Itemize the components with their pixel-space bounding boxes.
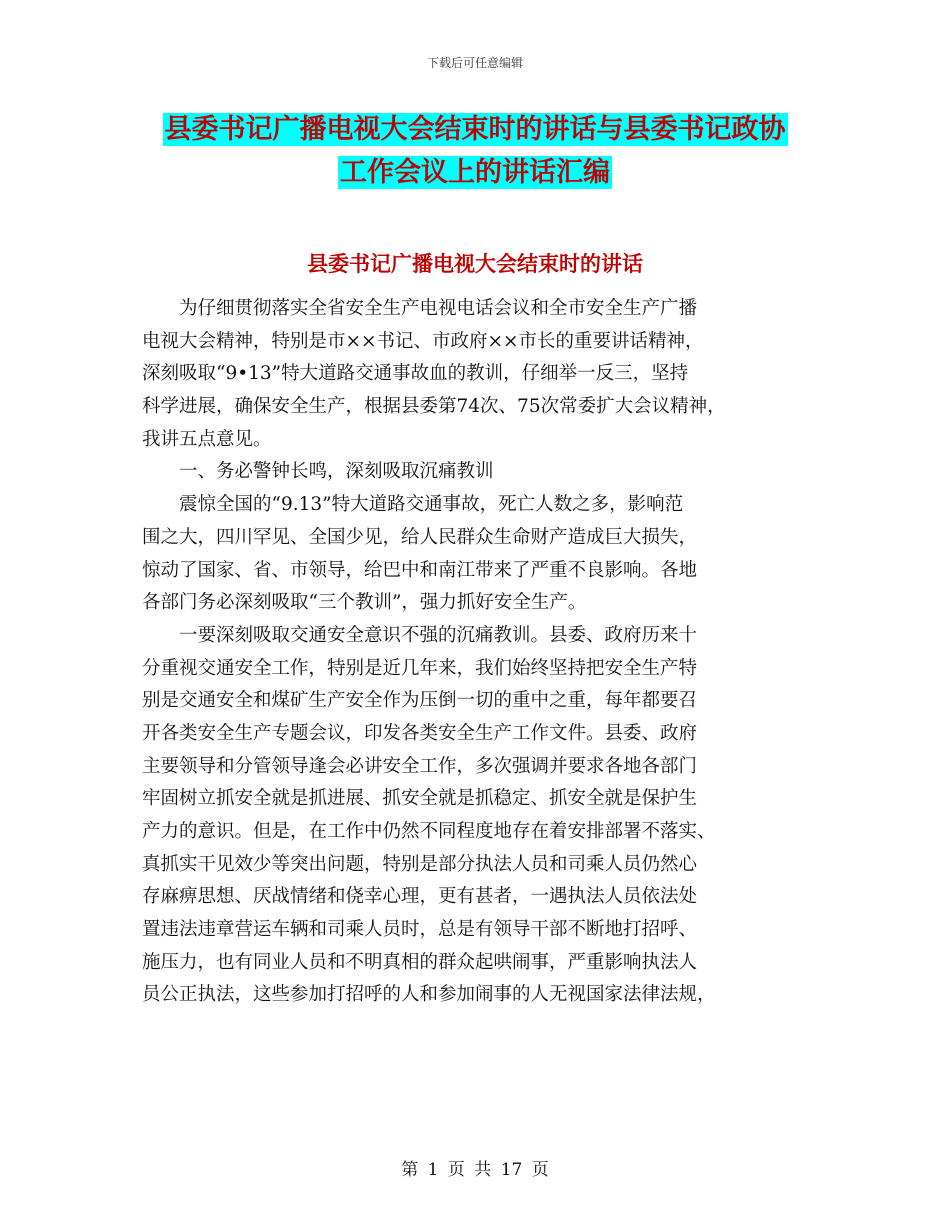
body-line: 员公正执法，这些参加打招呼的人和参加闹事的人无视国家法律法规，: [142, 984, 716, 1006]
header-note: 下载后可任意编辑: [426, 56, 523, 70]
page-footer: 第 1 页 共 17 页: [401, 1160, 549, 1180]
body-line: 开各类安全生产专题会议，印发各类安全生产工作文件。县委、政府: [142, 722, 698, 744]
body-line: 牢固树立抓安全就是抓进展、抓安全就是抓稳定、抓安全就是保护生: [142, 788, 698, 810]
body-line: 真抓实干见效少等突出问题，特别是部分执法人员和司乘人员仍然心: [142, 853, 698, 875]
body-line: 深刻吸取“9•13”特大道路交通事故血的教训，仔细举一反三，坚持: [142, 363, 689, 385]
body-line: 为仔细贯彻落实全省安全生产电视电话会议和全市安全生产广播: [142, 298, 698, 319]
section-title: 县委书记广播电视大会结束时的讲话: [307, 252, 643, 276]
body-line: 一、务必警钟长鸣，深刻吸取沉痛教训: [142, 461, 494, 483]
body-line: 震惊全国的“9.13”特大道路交通事故，死亡人数之多，影响范: [142, 494, 684, 516]
body-line: 产力的意识。但是，在工作中仍然不同程度地存在着安排部署不落实、: [142, 821, 716, 842]
body-line: 存麻痹思想、厌战情绪和侥幸心理，更有甚者，一遇执法人员依法处: [142, 886, 698, 908]
title-highlight-2: 工作会议上的讲话汇编: [340, 157, 610, 188]
body-line: 我讲五点意见。: [142, 428, 272, 450]
body-line: 置违法违章营运车辆和司乘人员时，总是有领导干部不断地打招呼、: [142, 919, 698, 941]
body-line: 电视大会精神，特别是市××书记、市政府××市长的重要讲话精神，: [142, 330, 704, 352]
body-line: 各部门务必深刻吸取“三个教训”，强力抓好安全生产。: [142, 592, 587, 614]
body-line: 分重视交通安全工作，特别是近几年来，我们始终坚持把安全生产特: [142, 657, 698, 679]
body-line: 一要深刻吸取交通安全意识不强的沉痛教训。县委、政府历来十: [142, 624, 698, 646]
title-highlight-1: 县委书记广播电视大会结束时的讲话与县委书记政协: [164, 114, 786, 145]
document-title-line-2: [0, 157, 950, 189]
body-line: 别是交通安全和煤矿生产安全作为压倒一切的重中之重，每年都要召: [142, 690, 698, 712]
body-line: 主要领导和分管领导逢会必讲安全工作，多次强调并要求各地各部门: [142, 755, 698, 777]
body-line: 围之大，四川罕见、全国少见，给人民群众生命财产造成巨大损失，: [142, 526, 698, 548]
body-line: 科学进展，确保安全生产，根据县委第74次、75次常委扩大会议精神，: [142, 396, 726, 418]
body-text: [142, 293, 822, 1012]
document-title-line-1: [0, 114, 950, 146]
body-line: 惊动了国家、省、市领导，给巴中和南江带来了严重不良影响。各地: [142, 559, 698, 581]
body-line: 施压力，也有同业人员和不明真相的群众起哄闹事，严重影响执法人: [142, 951, 698, 973]
